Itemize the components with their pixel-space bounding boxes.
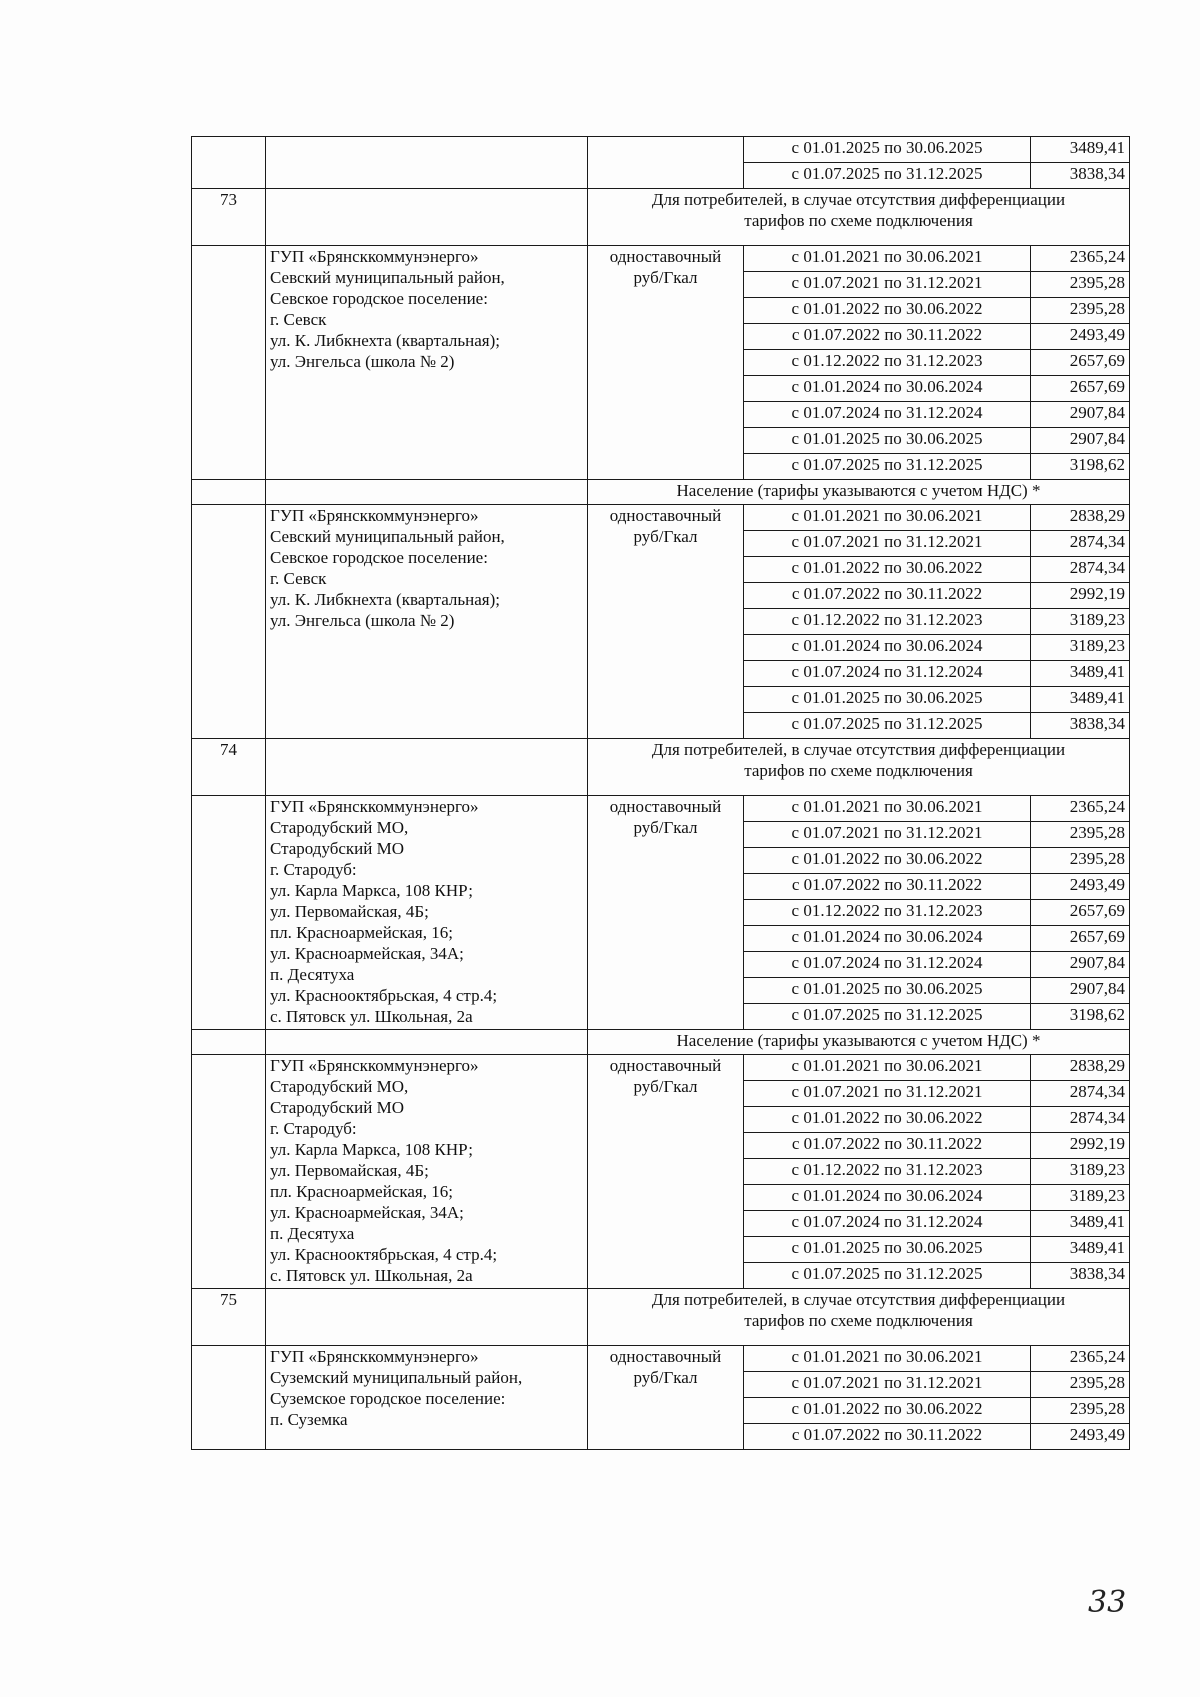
period-cell: с 01.01.2021 по 30.06.2021	[744, 1055, 1031, 1081]
text-line: тарифов по схеме подключения	[744, 211, 973, 230]
population-label: Население (тарифы указываются с учетом НДС) *	[588, 480, 1130, 505]
period-cell: с 01.07.2024 по 31.12.2024	[744, 661, 1031, 687]
price-cell: 3838,34	[1031, 713, 1130, 739]
period-cell: с 01.01.2022 по 30.06.2022	[744, 557, 1031, 583]
text-line: ул. К. Либкнехта (квартальная);	[270, 331, 500, 350]
text-line: руб/Гкал	[633, 527, 698, 546]
price-cell: 2657,69	[1031, 376, 1130, 402]
text-line: ул. Красноармейская, 34А;	[270, 1203, 464, 1222]
supplier-cell	[266, 246, 588, 480]
text-line: одноставочный	[609, 247, 722, 266]
text-line: п. Суземка	[270, 1410, 348, 1429]
text-line: Суземский муниципальный район,	[270, 1368, 523, 1387]
text-line: ул. Карла Маркса, 108 КНР;	[270, 881, 473, 900]
text-line: Стародубский МО	[270, 1098, 405, 1117]
rate-type-cell	[588, 796, 744, 1030]
rate-type-cell	[588, 505, 744, 739]
price-cell: 2874,34	[1031, 531, 1130, 557]
period-cell: с 01.01.2024 по 30.06.2024	[744, 376, 1031, 402]
price-cell: 2992,19	[1031, 583, 1130, 609]
text-line: одноставочный	[609, 1347, 722, 1366]
period-cell: с 01.01.2022 по 30.06.2022	[744, 848, 1031, 874]
price-cell: 3489,41	[1031, 687, 1130, 713]
price-cell: 2395,28	[1031, 298, 1130, 324]
number-cell-empty	[192, 246, 266, 480]
text-line: Стародубский МО,	[270, 818, 409, 837]
period-cell: с 01.07.2022 по 30.11.2022	[744, 583, 1031, 609]
table-row	[192, 246, 1130, 272]
text-line: ул. Энгельса (школа № 2)	[270, 611, 455, 630]
period-cell: с 01.01.2022 по 30.06.2022	[744, 298, 1031, 324]
price-cell: 2907,84	[1031, 428, 1130, 454]
supplier-cell	[266, 1346, 588, 1450]
period-cell: с 01.01.2025 по 30.06.2025	[744, 687, 1031, 713]
number-cell-empty	[192, 480, 266, 505]
period-cell: с 01.07.2021 по 31.12.2021	[744, 1081, 1031, 1107]
period-cell: с 01.07.2025 по 31.12.2025	[744, 454, 1031, 480]
price-cell: 3489,41	[1031, 1211, 1130, 1237]
text-line: Севское городское поселение:	[270, 548, 488, 567]
period-cell: с 01.07.2022 по 30.11.2022	[744, 324, 1031, 350]
text-line: ул. Энгельса (школа № 2)	[270, 352, 455, 371]
period-cell: с 01.07.2024 по 31.12.2024	[744, 1211, 1031, 1237]
text-line: руб/Гкал	[633, 1368, 698, 1387]
text-line: пл. Красноармейская, 16;	[270, 1182, 453, 1201]
period-cell: с 01.07.2021 по 31.12.2021	[744, 272, 1031, 298]
table-row	[192, 1055, 1130, 1081]
price-cell: 3838,34	[1031, 1263, 1130, 1289]
number-cell-empty	[192, 137, 266, 189]
period-cell: с 01.01.2022 по 30.06.2022	[744, 1398, 1031, 1424]
number-cell-empty	[192, 796, 266, 1030]
text-line: Стародубский МО,	[270, 1077, 409, 1096]
period-cell: с 01.07.2025 по 31.12.2025	[744, 1263, 1031, 1289]
price-cell: 3489,41	[1031, 1237, 1130, 1263]
supplier-cell	[266, 796, 588, 1030]
supplier-cell-empty	[266, 189, 588, 246]
text-line: руб/Гкал	[633, 1077, 698, 1096]
population-row	[192, 1030, 1130, 1055]
text-line: одноставочный	[609, 1056, 722, 1075]
price-cell: 3198,62	[1031, 1004, 1130, 1030]
price-cell: 3489,41	[1031, 137, 1130, 163]
section-number: 73	[192, 189, 266, 246]
number-cell-empty	[192, 1346, 266, 1450]
text-line: одноставочный	[609, 506, 722, 525]
text-line: Для потребителей, в случае отсутствия дифференциации	[651, 740, 1066, 759]
period-cell: с 01.07.2021 по 31.12.2021	[744, 1372, 1031, 1398]
period-cell: с 01.01.2021 по 30.06.2021	[744, 246, 1031, 272]
period-cell: с 01.01.2021 по 30.06.2021	[744, 505, 1031, 531]
period-cell: с 01.07.2025 по 31.12.2025	[744, 163, 1031, 189]
table-row	[192, 137, 1130, 163]
section-header	[588, 739, 1130, 796]
period-cell: с 01.01.2021 по 30.06.2021	[744, 1346, 1031, 1372]
supplier-cell-empty	[266, 1289, 588, 1346]
supplier-cell-empty	[266, 480, 588, 505]
section-header	[588, 1289, 1130, 1346]
price-cell: 2907,84	[1031, 952, 1130, 978]
page-number: 33	[1088, 1585, 1127, 1620]
price-cell: 2365,24	[1031, 246, 1130, 272]
rate-type-cell	[588, 137, 744, 189]
price-cell: 2395,28	[1031, 822, 1130, 848]
text-line: ул. Первомайская, 4Б;	[270, 1161, 429, 1180]
period-cell: с 01.07.2025 по 31.12.2025	[744, 713, 1031, 739]
text-line: ул. К. Либкнехта (квартальная);	[270, 590, 500, 609]
section-header-row	[192, 739, 1130, 796]
price-cell: 2365,24	[1031, 796, 1130, 822]
price-cell: 2395,28	[1031, 848, 1130, 874]
price-cell: 2838,29	[1031, 1055, 1130, 1081]
rate-type-cell	[588, 1055, 744, 1289]
text-line: ГУП «Брянсккоммунэнерго»	[270, 797, 479, 816]
supplier-cell-empty	[266, 1030, 588, 1055]
supplier-cell	[266, 137, 588, 189]
text-line: ГУП «Брянсккоммунэнерго»	[270, 1056, 479, 1075]
period-cell: с 01.01.2022 по 30.06.2022	[744, 1107, 1031, 1133]
section-header-row	[192, 1289, 1130, 1346]
period-cell: с 01.07.2025 по 31.12.2025	[744, 1004, 1031, 1030]
supplier-cell-empty	[266, 739, 588, 796]
text-line: ул. Краснооктябрьская, 4 стр.4;	[270, 1245, 498, 1264]
price-cell: 2907,84	[1031, 978, 1130, 1004]
supplier-cell	[266, 1055, 588, 1289]
text-line: руб/Гкал	[633, 818, 698, 837]
supplier-cell	[266, 505, 588, 739]
text-line: с. Пятовск ул. Школьная, 2а	[270, 1007, 473, 1026]
text-line: Для потребителей, в случае отсутствия дифференциации	[651, 1290, 1066, 1309]
population-row	[192, 480, 1130, 505]
period-cell: с 01.01.2024 по 30.06.2024	[744, 635, 1031, 661]
text-line: пл. Красноармейская, 16;	[270, 923, 453, 942]
tariff-table	[191, 136, 1130, 1450]
period-cell: с 01.07.2024 по 31.12.2024	[744, 952, 1031, 978]
price-cell: 2395,28	[1031, 1398, 1130, 1424]
period-cell: с 01.01.2025 по 30.06.2025	[744, 137, 1031, 163]
price-cell: 3838,34	[1031, 163, 1130, 189]
number-cell-empty	[192, 505, 266, 739]
text-line: Для потребителей, в случае отсутствия дифференциации	[651, 190, 1066, 209]
text-line: руб/Гкал	[633, 268, 698, 287]
price-cell: 2493,49	[1031, 324, 1130, 350]
price-cell: 2657,69	[1031, 926, 1130, 952]
period-cell: с 01.01.2025 по 30.06.2025	[744, 1237, 1031, 1263]
period-cell: с 01.01.2025 по 30.06.2025	[744, 428, 1031, 454]
price-cell: 3189,23	[1031, 635, 1130, 661]
text-line: тарифов по схеме подключения	[744, 761, 973, 780]
text-line: г. Стародуб:	[270, 1119, 357, 1138]
price-cell: 3189,23	[1031, 1159, 1130, 1185]
text-line: ГУП «Брянсккоммунэнерго»	[270, 1347, 479, 1366]
number-cell-empty	[192, 1030, 266, 1055]
text-line: ул. Карла Маркса, 108 КНР;	[270, 1140, 473, 1159]
table-row	[192, 1346, 1130, 1372]
text-line: ГУП «Брянсккоммунэнерго»	[270, 247, 479, 266]
period-cell: с 01.01.2021 по 30.06.2021	[744, 796, 1031, 822]
price-cell: 2395,28	[1031, 1372, 1130, 1398]
period-cell: с 01.01.2024 по 30.06.2024	[744, 926, 1031, 952]
text-line: ул. Красноармейская, 34А;	[270, 944, 464, 963]
table-row	[192, 796, 1130, 822]
table-row	[192, 505, 1130, 531]
text-line: ул. Краснооктябрьская, 4 стр.4;	[270, 986, 498, 1005]
text-line: г. Стародуб:	[270, 860, 357, 879]
price-cell: 2493,49	[1031, 1424, 1130, 1450]
period-cell: с 01.07.2024 по 31.12.2024	[744, 402, 1031, 428]
period-cell: с 01.12.2022 по 31.12.2023	[744, 350, 1031, 376]
price-cell: 3189,23	[1031, 609, 1130, 635]
section-header-row	[192, 189, 1130, 246]
rate-type-cell	[588, 1346, 744, 1450]
number-cell-empty	[192, 1055, 266, 1289]
text-line: Суземское городское поселение:	[270, 1389, 506, 1408]
text-line: г. Севск	[270, 569, 327, 588]
price-cell: 2874,34	[1031, 557, 1130, 583]
period-cell: с 01.07.2022 по 30.11.2022	[744, 1424, 1031, 1450]
section-number: 74	[192, 739, 266, 796]
period-cell: с 01.07.2022 по 30.11.2022	[744, 874, 1031, 900]
text-line: Севское городское поселение:	[270, 289, 488, 308]
price-cell: 2992,19	[1031, 1133, 1130, 1159]
section-number: 75	[192, 1289, 266, 1346]
price-cell: 2874,34	[1031, 1107, 1130, 1133]
population-label: Население (тарифы указываются с учетом НДС) *	[588, 1030, 1130, 1055]
price-cell: 2657,69	[1031, 350, 1130, 376]
period-cell: с 01.07.2022 по 30.11.2022	[744, 1133, 1031, 1159]
period-cell: с 01.01.2024 по 30.06.2024	[744, 1185, 1031, 1211]
price-cell: 3198,62	[1031, 454, 1130, 480]
text-line: ГУП «Брянсккоммунэнерго»	[270, 506, 479, 525]
text-line: Севский муниципальный район,	[270, 527, 505, 546]
text-line: Севский муниципальный район,	[270, 268, 505, 287]
text-line: п. Десятуха	[270, 1224, 355, 1243]
price-cell: 2657,69	[1031, 900, 1130, 926]
period-cell: с 01.01.2025 по 30.06.2025	[744, 978, 1031, 1004]
price-cell: 3189,23	[1031, 1185, 1130, 1211]
price-cell: 2493,49	[1031, 874, 1130, 900]
text-line: тарифов по схеме подключения	[744, 1311, 973, 1330]
text-line: одноставочный	[609, 797, 722, 816]
text-line: с. Пятовск ул. Школьная, 2а	[270, 1266, 473, 1285]
price-cell: 2907,84	[1031, 402, 1130, 428]
price-cell: 2395,28	[1031, 272, 1130, 298]
text-line: ул. Первомайская, 4Б;	[270, 902, 429, 921]
text-line: п. Десятуха	[270, 965, 355, 984]
text-line: г. Севск	[270, 310, 327, 329]
period-cell: с 01.12.2022 по 31.12.2023	[744, 900, 1031, 926]
price-cell: 2874,34	[1031, 1081, 1130, 1107]
price-cell: 3489,41	[1031, 661, 1130, 687]
price-cell: 2838,29	[1031, 505, 1130, 531]
period-cell: с 01.12.2022 по 31.12.2023	[744, 609, 1031, 635]
price-cell: 2365,24	[1031, 1346, 1130, 1372]
text-line: Стародубский МО	[270, 839, 405, 858]
rate-type-cell	[588, 246, 744, 480]
period-cell: с 01.07.2021 по 31.12.2021	[744, 822, 1031, 848]
period-cell: с 01.07.2021 по 31.12.2021	[744, 531, 1031, 557]
period-cell: с 01.12.2022 по 31.12.2023	[744, 1159, 1031, 1185]
section-header	[588, 189, 1130, 246]
